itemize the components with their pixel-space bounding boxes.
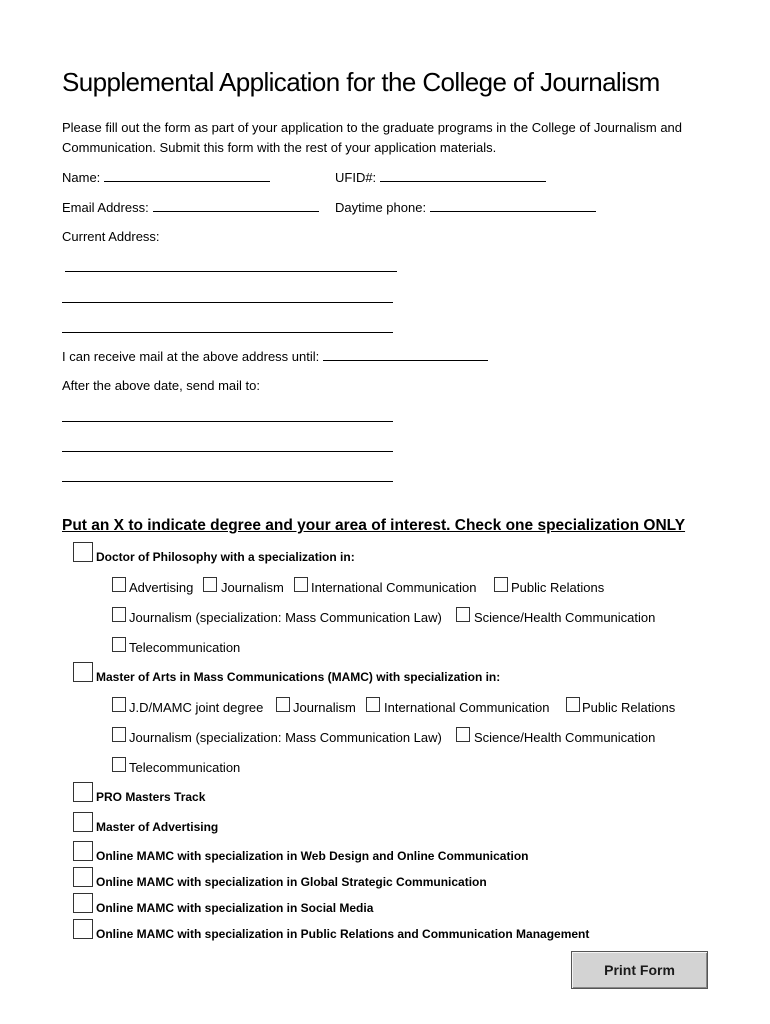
mamc-intl-comm-checkbox[interactable] bbox=[366, 697, 380, 712]
phd-science-health-label: Science/Health Communication bbox=[474, 610, 656, 625]
phd-advertising-label: Advertising bbox=[129, 580, 194, 595]
mail-until-field[interactable] bbox=[62, 348, 488, 365]
online-global-strategic-checkbox[interactable] bbox=[73, 867, 93, 887]
email-label: Email Address: bbox=[62, 200, 149, 215]
phd-science-health-checkbox[interactable] bbox=[456, 607, 470, 622]
phone-label: Daytime phone: bbox=[335, 200, 427, 215]
phd-advertising-checkbox[interactable] bbox=[112, 577, 126, 592]
mamc-science-health-checkbox[interactable] bbox=[456, 727, 470, 742]
intro-text: Please fill out the form as part of your application to the graduate programs in the College of Journalism and Communication. Submit this form with the rest of your application materials. bbox=[62, 120, 683, 155]
mamc-intl-comm-label: International Communication bbox=[384, 700, 550, 715]
forward-address-line-3[interactable] bbox=[62, 481, 393, 482]
online-web-design-label: Online MAMC with specialization in Web Design and Online Communication bbox=[96, 849, 529, 863]
mamc-journalism-label: Journalism bbox=[293, 700, 356, 715]
phd-mass-comm-law-label: Journalism (specialization: Mass Communication Law) bbox=[129, 610, 442, 625]
after-date-label: After the above date, send mail to: bbox=[62, 378, 261, 393]
ufid-label: UFID#: bbox=[335, 170, 377, 185]
online-web-design-checkbox[interactable] bbox=[73, 841, 93, 861]
print-form-button[interactable]: Print Form bbox=[571, 951, 708, 989]
online-pr-comm-mgmt-label: Online MAMC with specialization in Public Relations and Communication Management bbox=[96, 927, 590, 941]
phd-pr-checkbox[interactable] bbox=[494, 577, 508, 592]
email-field[interactable] bbox=[62, 199, 319, 216]
phd-telecom-checkbox[interactable] bbox=[112, 637, 126, 652]
pro-masters-checkbox[interactable] bbox=[73, 782, 93, 802]
mamc-telecom-label: Telecommunication bbox=[129, 760, 241, 775]
phd-label: Doctor of Philosophy with a specialization in: bbox=[96, 550, 355, 564]
phone-field[interactable] bbox=[335, 199, 596, 216]
online-social-media-label: Online MAMC with specialization in Social Media bbox=[96, 901, 374, 915]
name-field[interactable] bbox=[62, 169, 270, 186]
forward-address-line-2[interactable] bbox=[62, 451, 393, 452]
page-title: Supplemental Application for the College of Journalism bbox=[62, 67, 660, 97]
phone-input-line[interactable] bbox=[430, 199, 596, 212]
pro-masters-label: PRO Masters Track bbox=[96, 790, 206, 804]
mamc-checkbox[interactable] bbox=[73, 662, 93, 682]
forward-address-line-1[interactable] bbox=[62, 421, 393, 422]
phd-telecom-label: Telecommunication bbox=[129, 640, 241, 655]
online-pr-comm-mgmt-checkbox[interactable] bbox=[73, 919, 93, 939]
address-line-2[interactable] bbox=[62, 302, 393, 303]
online-global-strategic-label: Online MAMC with specialization in Global Strategic Communication bbox=[96, 875, 487, 889]
email-input-line[interactable] bbox=[153, 199, 319, 212]
ufid-input-line[interactable] bbox=[380, 169, 546, 182]
phd-intl-comm-label: International Communication bbox=[311, 580, 477, 595]
address-line-3[interactable] bbox=[62, 332, 393, 333]
ufid-field[interactable] bbox=[335, 169, 546, 186]
phd-journalism-checkbox[interactable] bbox=[203, 577, 217, 592]
mamc-jd-label: J.D/MAMC joint degree bbox=[129, 700, 264, 715]
name-input-line[interactable] bbox=[104, 169, 270, 182]
section-heading: Put an X to indicate degree and your area of interest. Check one specialization ONLY bbox=[62, 517, 686, 534]
mamc-journalism-checkbox[interactable] bbox=[276, 697, 290, 712]
mamc-jd-checkbox[interactable] bbox=[112, 697, 126, 712]
mamc-pr-checkbox[interactable] bbox=[566, 697, 580, 712]
mamc-label: Master of Arts in Mass Communications (MAMC) with specialization in: bbox=[96, 670, 501, 684]
mail-until-label: I can receive mail at the above address until: bbox=[62, 349, 320, 364]
master-advertising-label: Master of Advertising bbox=[96, 820, 219, 834]
mamc-telecom-checkbox[interactable] bbox=[112, 757, 126, 772]
mamc-pr-label: Public Relations bbox=[582, 700, 676, 715]
mail-until-input-line[interactable] bbox=[323, 348, 488, 361]
mamc-science-health-label: Science/Health Communication bbox=[474, 730, 656, 745]
name-label: Name: bbox=[62, 170, 101, 185]
phd-journalism-label: Journalism bbox=[221, 580, 284, 595]
address-line-1[interactable] bbox=[65, 271, 397, 272]
phd-checkbox[interactable] bbox=[73, 542, 93, 562]
online-social-media-checkbox[interactable] bbox=[73, 893, 93, 913]
mamc-mass-comm-law-label: Journalism (specialization: Mass Communication Law) bbox=[129, 730, 442, 745]
phd-intl-comm-checkbox[interactable] bbox=[294, 577, 308, 592]
phd-pr-label: Public Relations bbox=[511, 580, 605, 595]
current-address-label: Current Address: bbox=[62, 229, 160, 244]
master-advertising-checkbox[interactable] bbox=[73, 812, 93, 832]
mamc-mass-comm-law-checkbox[interactable] bbox=[112, 727, 126, 742]
phd-mass-comm-law-checkbox[interactable] bbox=[112, 607, 126, 622]
